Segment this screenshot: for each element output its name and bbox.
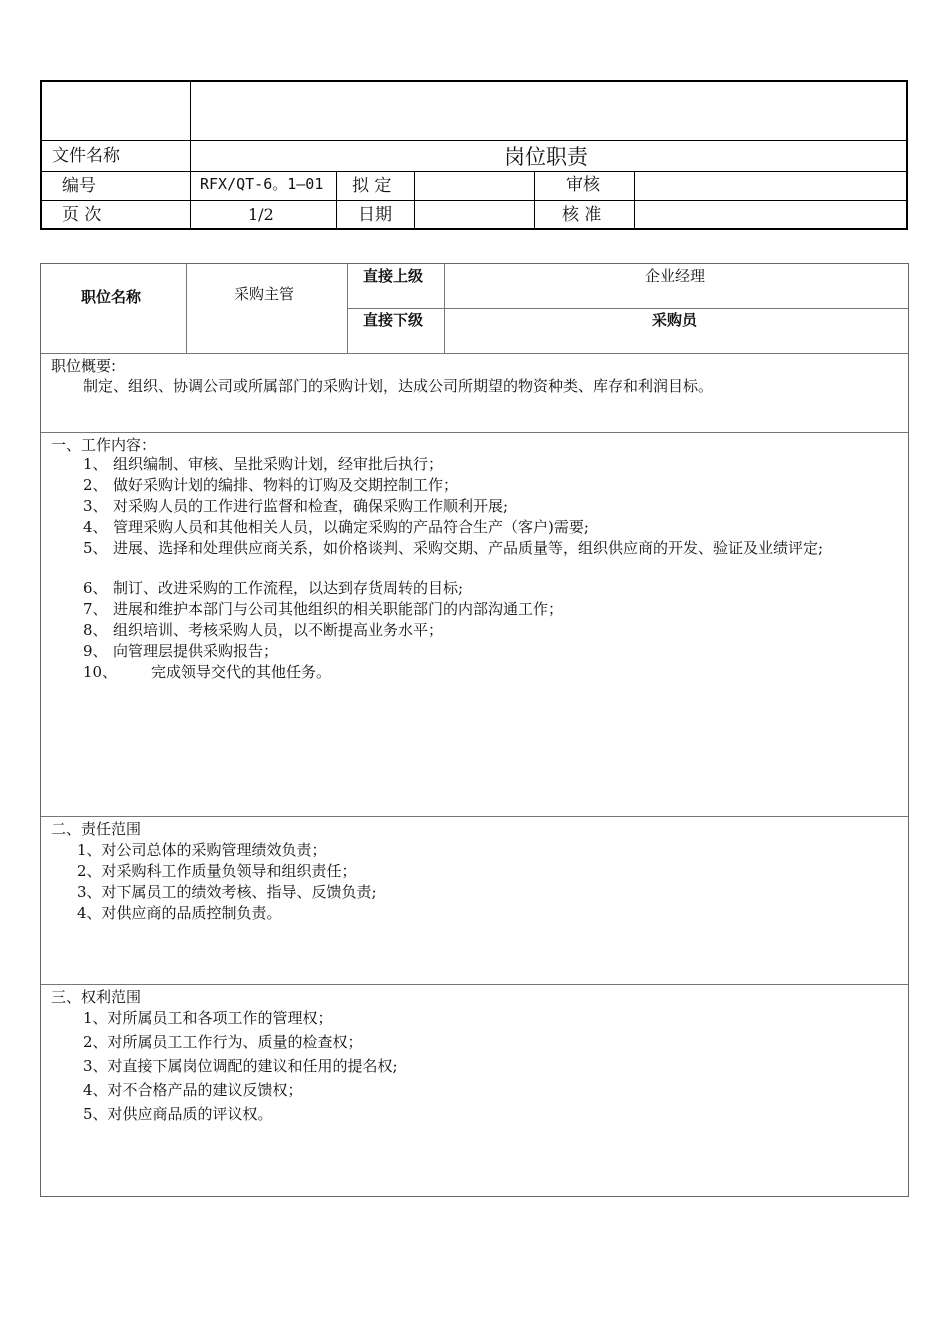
header-table xyxy=(40,80,908,230)
subordinate-label: 直接下级 xyxy=(363,311,424,329)
file-name-value: 岗位职责 xyxy=(504,145,588,169)
job-description-table: 职位名称 采购主管 直接上级 企业经理 直接下级 采购员 职位概要: 制定、组织、协调公司或所属部门的采购计划，达成公司所期望的物资种类、库存和利润目标。 一、工作内容： 1、 组织编制、审核、呈批采购计划，经审批后执行； 2、 做好采购计划的编排、物料的订购及交期控制工作； 3、 对采购人员的工作进行监督和检查，确保采购工作顺利开展; 4、 管理采购人员和其他相关人员，以确定采购的产品符合生产（客户)需要; 5、 进展、选择和处理供应商关系，如价格谈判、采购交期、产品质量等，组织供应商的开发、验证及业绩评定; 6、 制订、改进采购的工作流程，以达到存货周转的目标; 7、 进展和维护本部门与公司其他组织的相关职能部门的内部沟通工作； 8、 组织培训、考核采购人员，以不断提高业务水平； 9、 向管理层提供采购报告； 10、 完成领导交代的其他任务。 二、责任范围 1、对公司总体的采购管理绩效负责； 2、对采购科工作质量负领导和组织责任； 3、对下属员工的绩效考核、指导、反馈负责; 4、对供应商的品质控制负责。 三、权利范围 1、对所属员工和各项工作的管理权； 2、对所属员工工作行为、质量的检查权； 3、对直接下属岗位调配的建议和任用的提名权; 4、对不合格产品的建议反馈权； 5、对供应商品质的评议权。 xyxy=(40,263,909,1197)
list-item: 1、对公司总体的采购管理绩效负责； xyxy=(77,841,327,859)
review-label: 审核 xyxy=(566,175,600,195)
responsibility-title: 二、责任范围 xyxy=(51,820,142,838)
rights-title: 三、权利范围 xyxy=(51,988,142,1006)
work-title: 一、工作内容： xyxy=(51,436,157,454)
list-item: 2、对所属员工工作行为、质量的检查权； xyxy=(83,1033,363,1051)
list-item: 1、对所属员工和各项工作的管理权； xyxy=(83,1009,333,1027)
file-name-label: 文件名称 xyxy=(52,146,120,166)
code-label: 编号 xyxy=(62,176,96,196)
list-item: 3、对直接下属岗位调配的建议和任用的提名权; xyxy=(83,1057,398,1075)
code-cell xyxy=(198,173,334,199)
draft-label: 拟 定 xyxy=(352,176,392,196)
summary-title: 职位概要: xyxy=(51,357,117,375)
page-label: 页 次 xyxy=(62,205,102,225)
approve-label: 核 准 xyxy=(562,205,602,225)
list-item: 2、对采购科工作质量负领导和组织责任； xyxy=(77,862,357,880)
code-value: RFX/QT-6。1—01 xyxy=(200,175,324,193)
list-item: 5、对供应商品质的评议权。 xyxy=(83,1105,273,1123)
list-item: 4、对不合格产品的建议反馈权； xyxy=(83,1081,303,1099)
list-item: 3、对下属员工的绩效考核、指导、反馈负责; xyxy=(77,883,377,901)
list-item: 4、对供应商的品质控制负责。 xyxy=(77,904,282,922)
date-label: 日期 xyxy=(358,205,392,225)
summary-text: 制定、组织、协调公司或所属部门的采购计划，达成公司所期望的物资种类、库存和利润目标。 xyxy=(83,377,714,395)
position-name-label: 职位名称 xyxy=(81,288,142,306)
position-name-value: 采购主管 xyxy=(234,285,295,303)
subordinate-value: 采购员 xyxy=(652,311,698,329)
superior-value: 企业经理 xyxy=(645,267,706,285)
superior-label: 直接上级 xyxy=(363,267,424,285)
page-value: 1/2 xyxy=(248,205,274,224)
